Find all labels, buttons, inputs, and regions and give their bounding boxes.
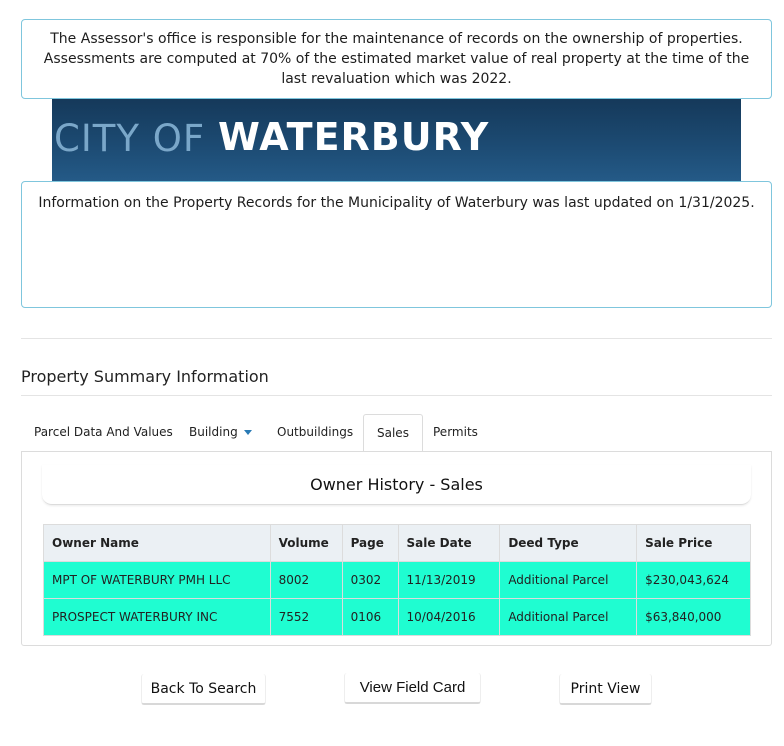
tab-parcel-data[interactable]	[21, 414, 186, 452]
banner-city-name: WATERBURY	[218, 115, 490, 159]
tab-permits[interactable]	[420, 414, 491, 452]
table-cell: Additional Parcel	[500, 599, 637, 636]
table-cell: MPT OF WATERBURY PMH LLC	[44, 562, 271, 599]
column-header: Volume	[270, 525, 342, 562]
table-row	[44, 599, 751, 636]
panel-title: Owner History - Sales	[42, 465, 751, 505]
sales-table	[43, 524, 751, 636]
tab-building[interactable]	[176, 414, 265, 452]
section-title: Property Summary Information	[21, 367, 269, 386]
chevron-down-icon	[244, 430, 252, 435]
tab-bar	[21, 414, 772, 452]
assessor-notice	[21, 19, 772, 99]
table-cell: 0106	[342, 599, 398, 636]
column-header: Owner Name	[44, 525, 271, 562]
back-to-search-button[interactable]: Back To Search	[141, 674, 266, 705]
update-notice	[21, 181, 772, 308]
assessor-notice-text: The Assessor's office is responsible for the maintenance of records on the ownership of properties. Assessments are computed at 70% of the estimated market value of real property at the time of the last revaluation which was 2022.	[43, 31, 750, 87]
sales-panel	[21, 451, 772, 646]
divider	[21, 338, 772, 339]
tab-label: Sales	[377, 426, 409, 440]
tab-label: Permits	[433, 425, 478, 439]
column-header: Deed Type	[500, 525, 637, 562]
table-cell: 10/04/2016	[398, 599, 500, 636]
table-header-row	[44, 525, 751, 562]
table-cell: $230,043,624	[637, 562, 751, 599]
print-view-button[interactable]: Print View	[559, 674, 652, 705]
banner-prefix: CITY OF	[54, 117, 206, 160]
column-header: Sale Date	[398, 525, 500, 562]
tab-label: Parcel Data And Values	[34, 425, 173, 439]
tab-outbuildings[interactable]	[264, 414, 366, 452]
view-field-card-button[interactable]: View Field Card	[344, 673, 481, 704]
column-header: Page	[342, 525, 398, 562]
column-header: Sale Price	[637, 525, 751, 562]
table-cell: 8002	[270, 562, 342, 599]
table-cell: $63,840,000	[637, 599, 751, 636]
table-cell: 0302	[342, 562, 398, 599]
tab-label: Outbuildings	[277, 425, 354, 439]
table-cell: 11/13/2019	[398, 562, 500, 599]
divider	[21, 395, 772, 396]
tab-sales[interactable]	[363, 414, 423, 452]
table-cell: PROSPECT WATERBURY INC	[44, 599, 271, 636]
update-notice-text: Information on the Property Records for the Municipality of Waterbury was last updated on 1/31/2025.	[38, 195, 755, 211]
table-row	[44, 562, 751, 599]
city-banner	[52, 99, 741, 181]
tab-label: Building	[189, 425, 238, 439]
table-cell: Additional Parcel	[500, 562, 637, 599]
table-cell: 7552	[270, 599, 342, 636]
